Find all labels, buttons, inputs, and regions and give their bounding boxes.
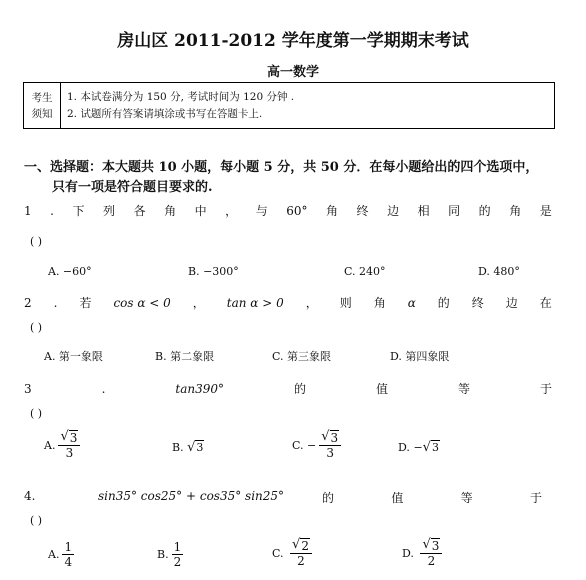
q4-expression: sin35° cos25° + cos35° sin25°	[98, 489, 285, 503]
fraction	[319, 430, 341, 460]
q2-token: 则	[339, 296, 352, 310]
section-heading-line-2: 只有一项是符合题目要求的.	[52, 180, 213, 195]
notice-label-line-2: 须知	[31, 107, 53, 120]
minus-sign: −	[413, 441, 423, 454]
q1-option-b: B. −300°	[188, 265, 239, 278]
denominator: 2	[297, 554, 305, 568]
q2-token: 若	[79, 296, 92, 310]
radical-sign: √	[321, 429, 330, 444]
q4-token: 等	[460, 491, 473, 505]
radical-sign: √	[60, 429, 69, 444]
q3-expression: tan390°	[175, 381, 225, 396]
q1-token: 1	[24, 203, 32, 218]
radical-sign: √	[422, 440, 431, 455]
radicand: 3	[431, 441, 439, 454]
q4-option-c	[272, 538, 315, 568]
q1-token: ，	[225, 204, 238, 218]
q2-token: 2	[24, 295, 32, 310]
q2-option-b: B. 第二象限	[155, 350, 215, 363]
question-4-stem	[322, 489, 542, 506]
q1-token: 60°	[286, 203, 308, 218]
denominator: 4	[64, 555, 73, 569]
numerator: 1	[64, 540, 73, 554]
q2-tan-condition: tan α > 0	[226, 295, 284, 310]
q4-answer-paren: ( )	[30, 514, 43, 527]
radicand: 3	[196, 441, 204, 454]
fraction	[290, 538, 312, 568]
q1-option-c: C. 240°	[344, 265, 386, 278]
q1-token: 列	[103, 204, 116, 218]
numerator: 1	[173, 540, 182, 554]
q4-option-a-letter: A.	[48, 548, 60, 561]
denominator: 3	[326, 446, 335, 460]
q1-token: 下	[72, 204, 85, 218]
q1-token: 的	[478, 204, 491, 218]
radicand: 3	[69, 431, 78, 445]
q4-token: 的	[322, 491, 335, 505]
q1-token: 与	[255, 204, 268, 218]
radical-sign: √	[422, 537, 431, 552]
q1-token: 各	[133, 204, 146, 218]
fraction	[58, 430, 80, 460]
notice-label-line-1: 考生	[31, 91, 53, 104]
question-3-stem	[24, 380, 552, 397]
q1-token: 相	[417, 204, 430, 218]
q2-token: 终	[471, 296, 484, 310]
q2-token: .	[53, 295, 58, 310]
q3-token: 于	[539, 382, 552, 396]
q1-option-a: A. −60°	[48, 265, 92, 278]
denominator: 2	[427, 554, 436, 568]
q4-option-d-letter: D.	[402, 546, 414, 560]
q4-token: 值	[391, 491, 404, 505]
q1-token: 同	[448, 204, 461, 218]
q3-option-d-letter: D.	[398, 441, 410, 454]
q4-token: 于	[529, 491, 542, 505]
q2-token: 边	[505, 296, 518, 310]
radical-sign: √	[292, 537, 301, 552]
q4-option-a	[48, 540, 77, 569]
q2-token: 在	[539, 296, 552, 310]
radicand: 3	[431, 539, 440, 553]
radicand: 3	[330, 431, 339, 445]
q4-number: 4.	[24, 489, 36, 503]
q2-cos-condition: cos α < 0	[113, 295, 171, 310]
q3-token: .	[101, 381, 106, 396]
q2-token: 角	[373, 296, 386, 310]
q1-token: 中	[194, 204, 207, 218]
numerator	[319, 430, 341, 446]
numerator	[58, 430, 80, 446]
question-1-stem	[24, 202, 552, 219]
q4-option-d	[402, 538, 445, 568]
q4-option-c-letter: C.	[272, 546, 284, 560]
q3-token: 的	[293, 382, 306, 396]
notice-label	[24, 83, 61, 128]
q2-option-c: C. 第三象限	[272, 350, 332, 363]
denominator: 2	[173, 555, 182, 569]
q3-option-c-letter: C.	[292, 438, 304, 452]
square-root	[423, 440, 440, 455]
q1-token: 角	[164, 204, 177, 218]
q2-token: ，	[192, 296, 205, 310]
q3-answer-paren: ( )	[30, 407, 43, 420]
q1-token: 角	[326, 204, 339, 218]
fraction	[172, 540, 184, 569]
q1-option-d: D. 480°	[478, 265, 520, 278]
q1-token: .	[50, 203, 54, 218]
numerator	[420, 538, 442, 554]
q1-token: 是	[539, 204, 552, 218]
q2-answer-paren: ( )	[30, 321, 43, 334]
section-heading-line-1: 一、选择题：本大题共 10 小题，每小题 5 分，共 50 分．在每小题给出的四个选项中，	[24, 160, 539, 175]
notice-item-2: 2. 试题所有答案请填涂或书写在答题卡上.	[67, 108, 263, 120]
q3-token: 值	[375, 382, 388, 396]
exam-subtitle: 高一数学	[266, 65, 319, 80]
q4-option-b-letter: B.	[157, 548, 169, 561]
square-root	[187, 440, 204, 455]
q2-token: 的	[437, 296, 450, 310]
q2-option-a: A. 第一象限	[44, 350, 103, 363]
question-2-stem	[24, 294, 552, 311]
q2-alpha: α	[407, 295, 416, 310]
q4-option-b	[157, 540, 186, 569]
q3-option-a-letter: A.	[44, 438, 56, 452]
section-heading	[24, 158, 564, 198]
q3-token: 3	[24, 381, 32, 396]
denominator: 3	[65, 446, 74, 460]
candidate-notice-box	[23, 82, 555, 129]
q1-token: 终	[356, 204, 369, 218]
q3-option-a	[44, 430, 83, 460]
q2-option-d: D. 第四象限	[390, 350, 450, 363]
q3-option-c	[292, 430, 344, 460]
fraction	[420, 538, 442, 568]
radical-sign: √	[187, 440, 196, 455]
q2-token: ，	[305, 296, 318, 310]
minus-sign: −	[307, 438, 317, 452]
q3-token: 等	[457, 382, 470, 396]
notice-item-1: 1. 本试卷满分为 150 分, 考试时间为 120 分钟 .	[67, 91, 295, 103]
exam-title: 房山区 2011-2012 学年度第一学期期末考试	[117, 31, 469, 51]
fraction	[62, 540, 74, 569]
q1-answer-paren: ( )	[30, 235, 43, 248]
q3-option-b	[172, 440, 204, 455]
numerator	[290, 538, 312, 554]
q1-token: 角	[509, 204, 522, 218]
q3-option-d	[398, 440, 440, 455]
notice-body	[61, 83, 294, 128]
q3-option-b-letter: B.	[172, 441, 184, 454]
q1-token: 边	[387, 204, 400, 218]
radicand: 2	[301, 539, 309, 553]
